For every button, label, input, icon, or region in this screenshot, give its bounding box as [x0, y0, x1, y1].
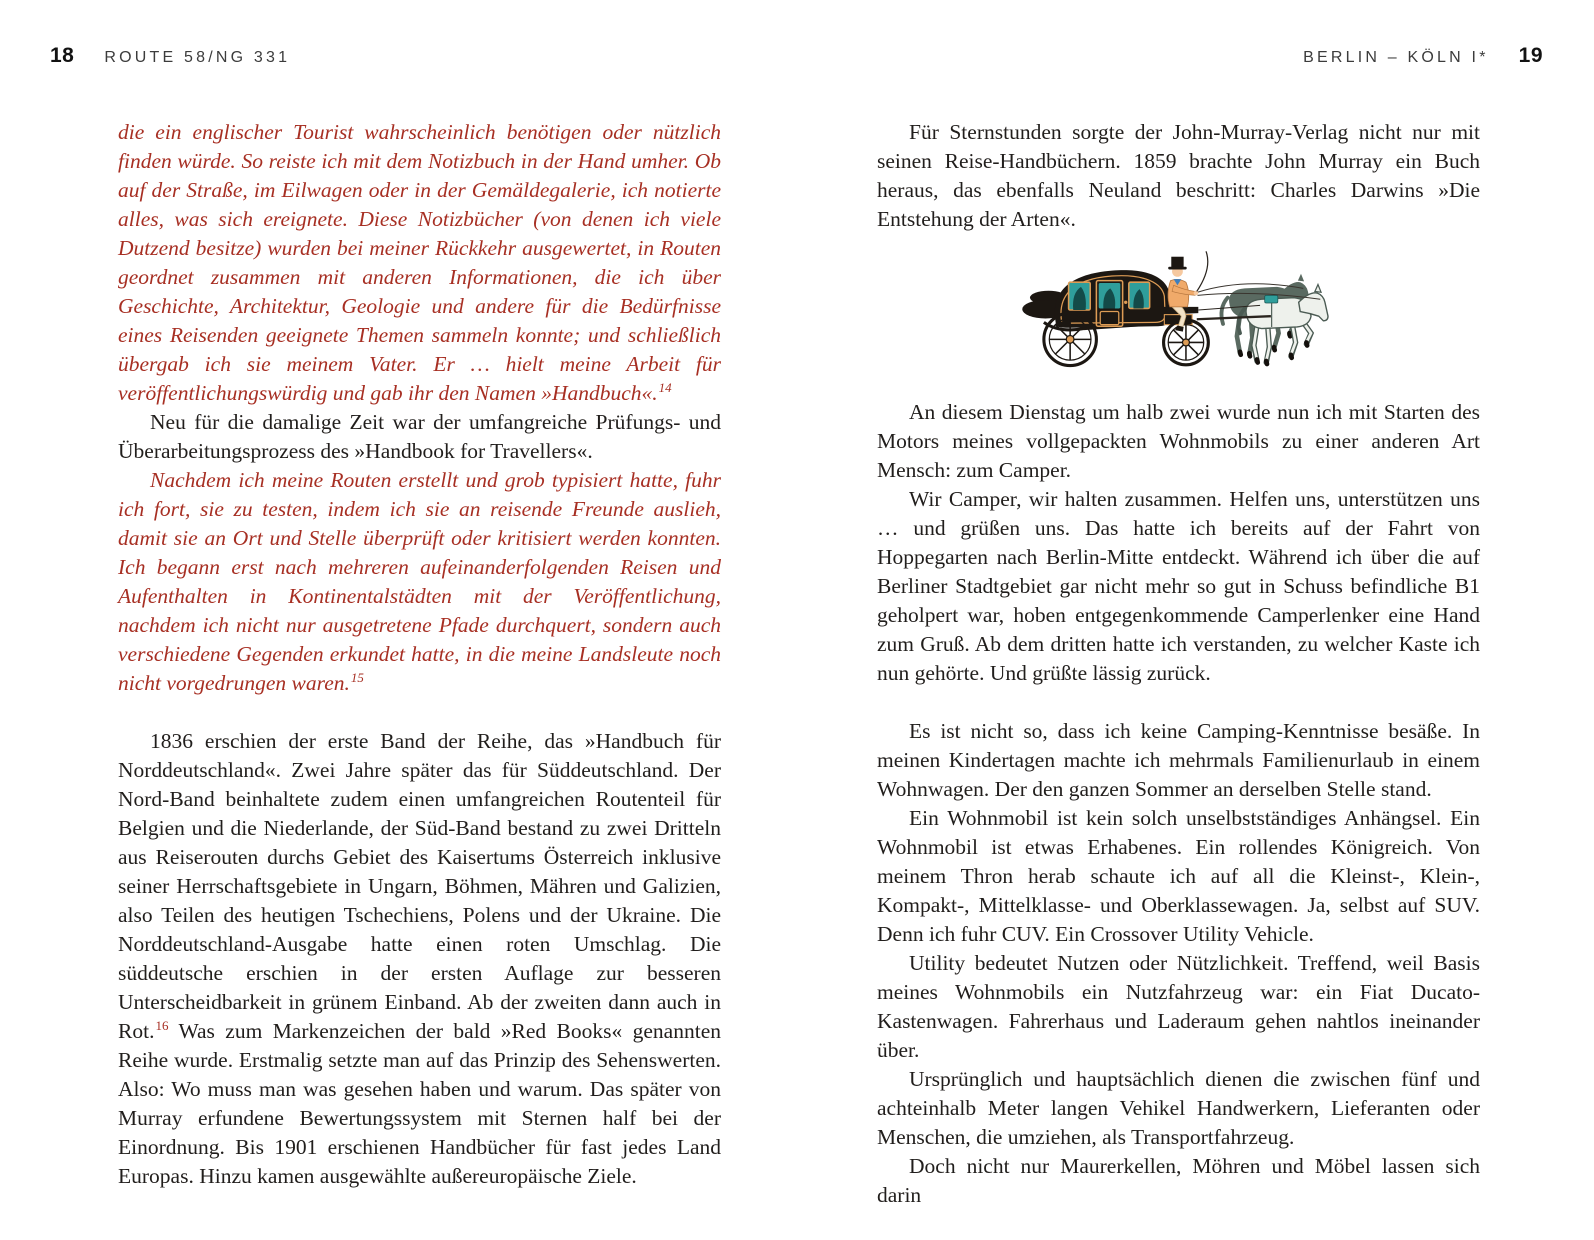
- body-text: Was zum Markenzeichen der bald »Red Books« genannten Reihe wurde. Erstmalig setzte man auf das Prinzip des Sehenswerten. Also: Wo muss man was gesehen haben und warum. Das später von Murray erfundene Bewertungssystem mit Sternen half bei der Einordnung. Bis 1901 erschienen Handbücher für fast jedes Land Europas. Hinzu kamen ausgewählte außereuropäische Ziele.: [118, 1019, 721, 1188]
- page-number-left: 18: [50, 44, 75, 67]
- whip: [1196, 251, 1207, 291]
- body-paragraph: Es ist nicht so, dass ich keine Camping-Kenntnisse besäße. In meinen Kindertagen machte ich mehrmals Familienurlaub in einem Wohnwagen. Der den ganzen Sommer an derselben Stelle stand.: [877, 719, 1480, 801]
- body-text: 1836 erschien der erste Band der Reihe, das »Handbuch für Norddeutschland«. Zwei Jahre später das für Süddeutschland. Der Nord-Band beinhaltete zudem einen umfangreichen Routenteil für Belgien und die Niederlande, der Süd-Band bestand zu zwei Dritteln aus Reiserouten durchs Gebiet des Kaisertums Österreich inklusive seiner Herrschaftsgebiete in Ungarn, Böhmen, Mähren und Galizien, also Teilen des heutigen Tschechiens, Polens und der Ukraine. Die Norddeutschland-Ausgabe hatte einen roten Umschlag. Die süddeutsche erschien in der ersten Auflage zur besseren Unterscheidbarkeit in grünem Einband. Ab der zweiten dann auch in Rot.: [118, 729, 721, 1043]
- carriage-illustration: [1013, 248, 1345, 372]
- body-paragraph: Utility bedeutet Nutzen oder Nützlichkeit. Treffend, weil Basis meines Wohnmobils ein Nutzfahrzeug war: ein Fiat Ducato-Kastenwagen. Fahrerhaus und Laderaum gehen nahtlos ineinander über.: [877, 951, 1480, 1062]
- running-head-left: [50, 44, 290, 68]
- footnote-marker-14: 14: [658, 379, 672, 395]
- running-title-right: BERLIN – KÖLN I*: [1303, 49, 1489, 66]
- body-paragraph: Für Sternstunden sorgte der John-Murray-Verlag nicht nur mit seinen Reise-Handbüchern. 1859 brachte John Murray ein Buch heraus, das ebenfalls Neuland beschritt: Charles Darwins »Die Entstehung der Arten«.: [877, 120, 1480, 231]
- quote-paragraph: [118, 118, 721, 408]
- quote-paragraph: [118, 466, 721, 698]
- running-title-left: ROUTE 58/NG 331: [104, 49, 291, 66]
- body-paragraph: [118, 727, 721, 1191]
- front-wheel: [1163, 320, 1208, 365]
- running-head-right: [1303, 44, 1543, 68]
- left-page-text-column: [118, 118, 721, 1191]
- right-page-text-column: [877, 118, 1480, 1210]
- quote-text: die ein englischer Tourist wahrscheinlich benötigen oder nützlich finden würde. So reiste ich mit dem Notizbuch in der Hand umher. Ob auf der Straße, im Eilwagen oder in der Gemäldegalerie, ich notierte alles, was sich ereignete. Diese Notizbücher (von denen ich viele Dutzend besitze) wurden bei meiner Rückkehr ausgewertet, in Routen geordnet zusammen mit anderen Informationen, die ich über Geschichte, Architektur, Geologie und andere für die Bedürfnisse eines Reisenden geeignete Themen sammeln konnte; und schließlich übergab ich sie meinem Vater. Er … hielt meine Arbeit für veröffentlichungswürdig und gab ihr den Namen »Handbuch«.: [118, 120, 721, 405]
- body-paragraph: Ursprünglich und hauptsächlich dienen die zwischen fünf und achteinhalb Meter langen Vehikel Handwerkern, Lieferanten oder Menschen, die umziehen, als Transportfahrzeug.: [877, 1067, 1480, 1149]
- page-number-right: 19: [1518, 44, 1543, 67]
- body-paragraph: Neu für die damalige Zeit war der umfangreiche Prüfungs- und Überarbeitungsprozess des »Handbook for Travellers«.: [118, 410, 721, 463]
- body-paragraph: Ein Wohnmobil ist kein solch unselbstständiges Anhängsel. Ein Wohnmobil ist etwas Erhabenes. Ein rollendes Königreich. Von meinem Thron herab schaute ich auf all die Kleinst-, Klein-, Kompakt-, Mittelklasse- und Oberklassewagen. Ja, selbst auf SUV. Denn ich fuhr CUV. Ein Crossover Utility Vehicle.: [877, 806, 1480, 946]
- body-paragraph: Wir Camper, wir halten zusammen. Helfen uns, unterstützen uns … und grüßen uns. Das hatte ich bereits auf der Fahrt von Hoppegarten nach Berlin-Mitte entdeckt. Während ich über die auf Berliner Stadtgebiet gar nicht mehr so gut in Schuss befindliche B1 geholpert war, hoben entgegenkommende Camperlenker eine Hand zum Gruß. Ab dem dritten hatte ich verstanden, zu welcher Kaste ich nun gehörte. Und grüßte lässig zurück.: [877, 487, 1480, 685]
- quote-text: Nachdem ich meine Routen erstellt und grob typisiert hatte, fuhr ich fort, sie zu testen, indem ich sie an reisende Freunde auslieh, damit sie an Ort und Stelle überprüft oder kritisiert werden konnten. Ich begann erst nach mehreren aufeinanderfolgenden Reisen und Aufenthalten in Kontinentalstädten mit der Veröffentlichung, nachdem ich nicht nur ausgetretene Pfade durchquert, sondern auch verschiedene Gegenden erkundet hatte, in die meine Landsleute noch nicht vorgedrungen waren.: [118, 468, 721, 695]
- body-paragraph: An diesem Dienstag um halb zwei wurde nun ich mit Starten des Motors meines vollgepackten Wohnmobils zu einer anderen Art Mensch: zum Camper.: [877, 400, 1480, 482]
- footnote-marker-15: 15: [350, 669, 364, 685]
- body-paragraph: Doch nicht nur Maurerkellen, Möhren und Möbel lassen sich darin: [877, 1154, 1480, 1207]
- footnote-marker-16: 16: [155, 1017, 169, 1033]
- illustration-block: [877, 248, 1480, 372]
- paragraph-spacer: [118, 698, 721, 727]
- paragraph-spacer: [877, 688, 1480, 717]
- rear-wheel: [1043, 313, 1096, 366]
